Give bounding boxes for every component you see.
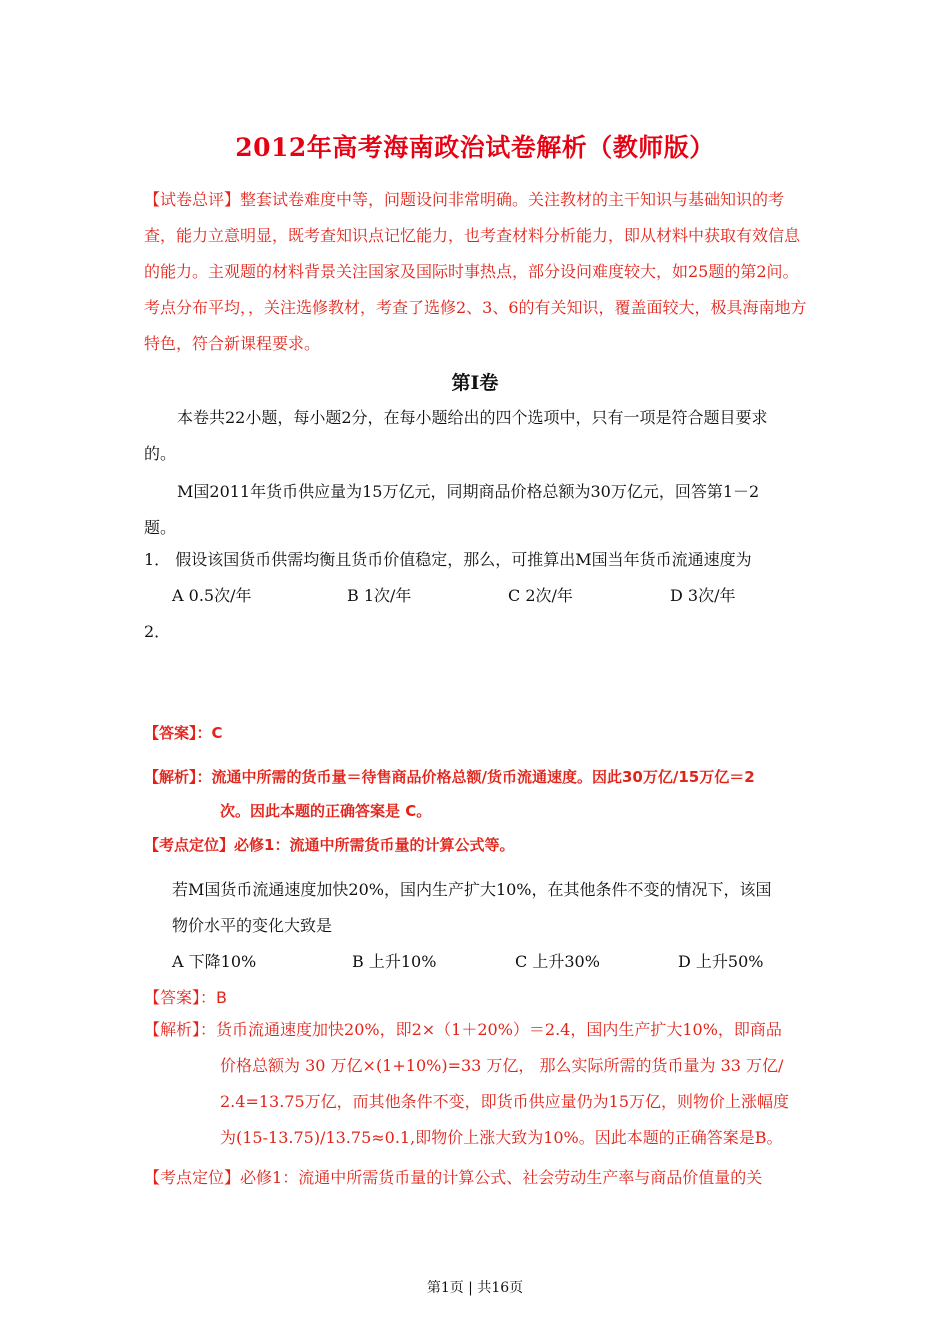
q2-option-c: C 上升30% xyxy=(515,952,600,971)
q2-analysis-line-2: 价格总额为 30 万亿×(1+10%)=33 万亿， 那么实际所需的货币量为 33 万亿/ xyxy=(220,1056,784,1075)
q2-answer xyxy=(144,985,227,1008)
q1-analysis-line-1: 流通中所需的货币量＝待售商品价格总额/货币流通速度。因此30万亿/15万亿＝2 xyxy=(211,768,755,786)
q1-point-text: 必修1：流通中所需货币量的计算公式等。 xyxy=(234,836,515,854)
q2-point xyxy=(144,1165,824,1188)
q2-stem xyxy=(172,872,812,944)
q2-stem-line-1: 若M国货币流通速度加快20%，国内生产扩大10%，在其他条件不变的情况下，该国 xyxy=(172,880,772,899)
q2-point-label: 【考点定位】 xyxy=(144,1168,241,1187)
summary-label: 【试卷总评】 xyxy=(144,190,241,209)
q2-analysis xyxy=(144,1012,824,1156)
q2-option-b: B 上升10% xyxy=(352,952,437,971)
q1-analysis-line-2: 次。因此本题的正确答案是 C。 xyxy=(220,802,432,820)
page-footer: 第1页 | 共16页 xyxy=(426,1280,524,1296)
summary-text: 整套试卷难度中等，问题设问非常明确。关注教材的主干知识与基础知识的考查，能力立意明显，既考查知识点记忆能力，也考查材料分析能力，即从材料中获取有效信息的能力。主观题的材料背景关注国家及国际时事热点，部分设问难度较大，如25题的第2问。考点分布平均，，关注选修教材，考查了选修2、3、6的有关知识，覆盖面较大，极具海南地方特色，符合新课程要求。 xyxy=(144,190,807,353)
q2-number: 2． xyxy=(144,622,171,641)
q1-analysis xyxy=(144,760,824,828)
q1-answer-label: 【答案】： xyxy=(144,724,212,742)
instructions-line-1: 本卷共22小题，每小题2分，在每小题给出的四个选项中，只有一项是符合题目要求 xyxy=(177,408,768,427)
q1-option-c: C 2次/年 xyxy=(508,586,573,605)
q2-option-d: D 上升50% xyxy=(678,952,764,971)
material-line-2: 题。 xyxy=(144,518,177,537)
exam-summary xyxy=(144,182,809,362)
q2-answer-value: B xyxy=(216,988,227,1007)
q2-analysis-line-4: 为(15-13.75)/13.75≈0.1,即物价上涨大致为10%。因此本题的正确答案是B。 xyxy=(220,1128,783,1147)
section-title: 第I卷 xyxy=(451,372,499,394)
document-title: 2012年高考海南政治试卷解析（教师版） xyxy=(235,133,715,162)
q1-analysis-label: 【解析】： xyxy=(144,768,212,786)
q2-option-a: A 下降10% xyxy=(172,952,257,971)
q1-option-a: A 0.5次/年 xyxy=(172,586,252,605)
q2-answer-label: 【答案】： xyxy=(144,988,217,1007)
instructions-line-2: 的。 xyxy=(144,444,177,463)
q2-analysis-label: 【解析】： xyxy=(144,1020,217,1039)
material xyxy=(144,474,809,546)
q1-answer-value: C xyxy=(211,724,223,742)
q1-answer xyxy=(144,722,223,743)
material-line-1: M国2011年货币供应量为15万亿元，同期商品价格总额为30万亿元，回答第1－2 xyxy=(177,482,760,501)
q1-stem: 1． 假设该国货币供需均衡且货币价值稳定，那么，可推算出M国当年货币流通速度为 xyxy=(144,550,752,569)
instructions xyxy=(144,400,809,472)
q1-option-b: B 1次/年 xyxy=(347,586,412,605)
q2-analysis-line-3: 2.4=13.75万亿，而其他条件不变，即货币供应量仍为15万亿，则物价上涨幅度 xyxy=(220,1092,790,1111)
q1-option-d: D 3次/年 xyxy=(670,586,736,605)
q2-analysis-line-1: 货币流通速度加快20%，即2×（1＋20%）＝2.4，国内生产扩大10%，即商品 xyxy=(216,1020,782,1039)
q2-stem-line-2: 物价水平的变化大致是 xyxy=(172,916,333,935)
q1-point xyxy=(144,834,514,855)
q2-point-text: 必修1：流通中所需货币量的计算公式、社会劳动生产率与商品价值量的关 xyxy=(240,1168,763,1187)
q1-point-label: 【考点定位】 xyxy=(144,836,235,854)
